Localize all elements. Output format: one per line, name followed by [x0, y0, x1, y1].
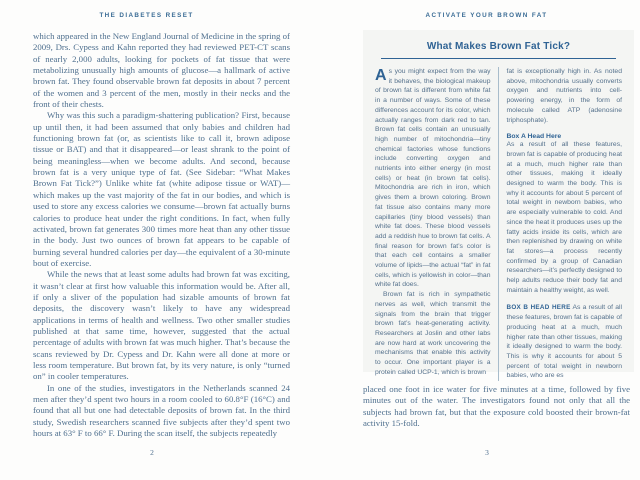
sidebar-second-paragraph: Brown fat is rich in sympathetic nerves as well, which transmit the signals from the brain that trigger brown fat’s heat-generating activity. Researchers at Joslin and other labs are now hard at work uncovering the mechanisms that enable this activity to occur. One important player is a protein called UCP-1, which is brown — [375, 291, 491, 376]
sidebar-opening-text: s you might expect from the way it behaves, the biological makeup of brown fat is different from white fat in a number of ways. Some of these differences account for its color, which actually ranges from dark red to tan. Brown fat cells contain an unusually high number of mitochondria—tiny chemical factories whose functions include converting oxygen and nutrients into either energy (in most cells) or heat (in brown fat cells). Mitochondria are rich in iron, which gives them a brown coloring. Brown fat tissue also contains many more capillaries (tiny blood vessels) than white fat does. These blood vessels add a reddish hue to brown fat cells. A final reason for brown fat’s color is that each cell contains a smaller volume of lipids—the actual “fat” in fat cells, which is yellowish in color—than white fat does. — [375, 68, 491, 289]
sidebar-opening-paragraph — [375, 67, 491, 290]
body-paragraph: In one of the studies, investigators in the Netherlands scanned 24 men after they’d spent two hours in a room cooled to 60.8°F (16°C) and found that all but one had detectable deposits of brown fat. In the third study, Swedish researchers scanned five subjects after they’d spent two hours at 63° F to 66° F. During the scan itself, the subjects repeatedly — [33, 382, 290, 439]
page-number-left: 2 — [150, 448, 154, 457]
box-a-heading: Box A Head Here — [506, 133, 562, 141]
box-b-heading: BOX B HEAD HERE — [506, 304, 571, 312]
running-head-right: ACTIVATE YOUR BROWN FAT — [425, 12, 548, 19]
box-b-paragraph — [507, 303, 623, 381]
body-paragraph: While the news that at least some adults had brown fat was exciting, it wasn’t clear at first how valuable this information would be. After all, if only a sliver of the population had sizable amounts of brown fat deposits, the discovery wasn’t likely to have any widespread applications in terms of health and wellness. Two other smaller studies published at that same time, however, suggested that the actual percentage of adults with brown fat was much higher. That’s because the scans reviewed by Dr. Cypess and Dr. Kahn were all done at more or less room temperature. But brown fat, by its very nature, is only “turned on” in cooler temperatures. — [33, 269, 290, 382]
box-a-paragraph: As a result of all these features, brown fat is capable of producing heat at a much, much higher rate than other tissues, making it ideally designed to warm the body. This is why it accounts for about 5 percent of total weight in newborn babies, who are especially vulnerable to cold. And since the heat it produces uses up the fatty acids inside its cells, which are then replenished by drawing on white fat stores—a process recently confirmed by a group of Canadian researchers—it’s perfectly designed to help adults reduce their body fat and maintain a healthy weight, as well. — [506, 141, 622, 294]
body-paragraph: which appeared in the New England Journal of Medicine in the spring of 2009, Drs. Cypess and Kahn reported they had reviewed PET-CT scans of nearly 2,000 adults, looking for pockets of fat tissue that were metabolizing unusually high amounts of glucose—a hallmark of active brown fat. They found observable brown fat deposits in about 7 percent of the women and 3 percent of the men, mostly in their necks and the front of their chests. — [33, 31, 290, 110]
running-head-left: THE DIABETES RESET — [99, 12, 194, 19]
bottom-paragraph: placed one foot in ice water for five minutes at a time, followed by five minutes out of the water. The investigators found not only that all the subjects had brown fat, but that the exposure cold boosted their brown-fat activity 15-fold. — [363, 384, 630, 429]
sidebar-continuation-paragraph: fat is exceptionally high in. As noted above, mitochondria usually converts oxygen and nutrients into cell-powering energy, in the form of molecule called ATP (adenosine triphosphate). — [506, 68, 622, 124]
sidebar-box — [363, 30, 634, 380]
sidebar-columns — [363, 59, 634, 381]
page-right — [320, 0, 640, 480]
left-body-text-block — [33, 31, 290, 439]
dropcap-letter: A — [375, 67, 387, 84]
sidebar-box-title: What Makes Brown Fat Tick? — [426, 41, 571, 52]
page-number-right: 3 — [485, 448, 489, 457]
sidebar-column-right — [499, 67, 623, 381]
box-b-text: As a result of all these features, brown fat is capable of producing heat at a much, much higher rate than other tissues, making it ideally designed to warm the body. This is why it accounts for about 5 percent of total weight in newborn babies, who are es — [506, 304, 623, 380]
body-paragraph: Why was this such a paradigm-shattering publication? First, because up until then, it had been assumed that only babies and children had functioning brown fat (or, as scientists like to call it, brown adipose tissue or BAT) and that it disappeared—or least shrank to the point of being meaningless—when we become adults. And second, because brown fat is a very unique type of fat. (See Sidebar: “What Makes Brown Fat Tick?”) Unlike white fat (white adipose tissue or WAT)—which makes up the vast majority of the fat in our bodies, and which is used to store any excess calories we consume—brown fat actually burns calories to produce heat under the right conditions. In fact, when fully activated, brown fat generates 300 times more heat than any other tissue in the body. Just two ounces of brown fat appears to be capable of burning several hundred calories per day—the equivalent of a 30-minute bout of exercise. — [33, 110, 290, 268]
sidebar-column-left — [375, 67, 499, 381]
